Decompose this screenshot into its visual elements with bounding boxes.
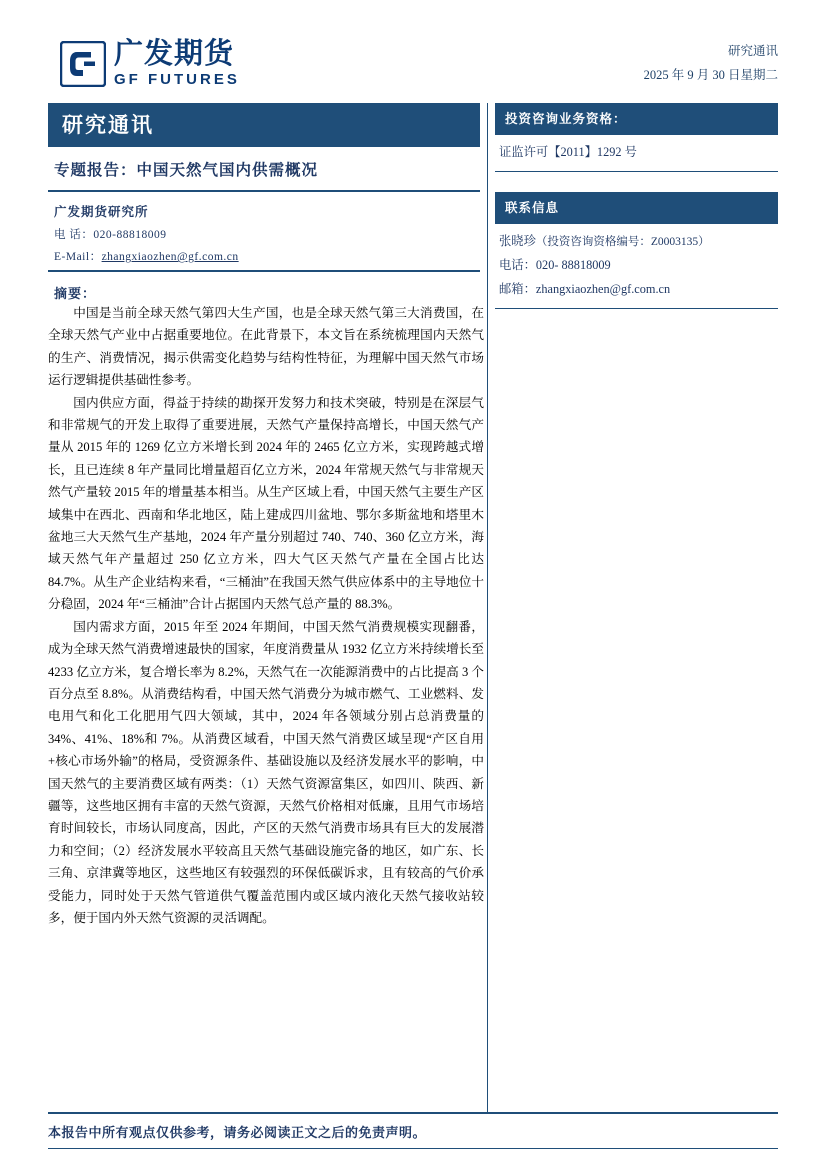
abstract-body xyxy=(48,302,484,929)
contact-body xyxy=(495,224,778,309)
institute-email-row xyxy=(48,248,480,264)
institute-divider xyxy=(48,270,480,272)
institute-block xyxy=(48,202,480,272)
abstract-paragraph: 国内需求方面，2015 年至 2024 年期间，中国天然气消费规模实现翻番，成为全球天然气消费增速最快的国家，年度消费量从 1932 亿立方米持续增长至 4233 亿立方米，复合增长率为 8.2%，天然气在一次能源消费中的占比提高 3 个百分点至 8.8%。从消费结构看，中国天然气消费分为城市燃气、工业燃料、发电用气和化工化肥用气四大领域，其中，2024 年各领域分别占总消费量的 34%、41%、18%和 7%。从消费区域看，中国天然气消费区域呈现“产区自用+核心市场外输”的格局，受资源条件、基础设施以及经济发展水平的影响，中国天然气的主要消费区域有两类：（1）天然气资源富集区，如四川、陕西、新疆等，这些地区拥有丰富的天然气资源，天然气价格相对低廉，且用气市场培育时间较长，市场认同度高，因此，产区的天然气消费市场具有巨大的发展潜力和空间；（2）经济发展水平较高且天然气基础设施完备的地区，如广东、长三角、京津冀等地区，这些地区有较强烈的环保低碳诉求，且有较高的气价承受能力，同时处于天然气管道供气覆盖范围内或区域内液化天然气接收站较多，便于国内外天然气资源的灵活调配。 xyxy=(48,619,484,925)
report-subtitle xyxy=(48,158,480,192)
qualification-number: 证监许可【2011】1292 号 xyxy=(499,145,637,159)
logo-cn-text: 广发期货 xyxy=(114,38,235,70)
institute-phone: 电 话：020-88818009 xyxy=(54,229,167,241)
contact-email-row xyxy=(499,278,774,302)
page-header xyxy=(48,36,778,92)
contact-header: 联系信息 xyxy=(495,192,778,224)
analyst-name: 张晓珍 xyxy=(499,233,536,248)
page-title xyxy=(48,103,480,147)
qualification-body xyxy=(495,135,778,172)
report-subtitle-text: 专题报告：中国天然气国内供需概况 xyxy=(54,162,319,179)
sidebar xyxy=(495,103,778,309)
header-meta xyxy=(644,40,778,88)
footer-divider-top xyxy=(48,1112,778,1114)
abstract-paragraph: 国内供应方面，得益于持续的勘探开发努力和技术突破，特别是在深层气和非常规气的开发上取得了重要进展，天然气产量保持高增长，中国天然气产量从 2015 年的 1269 亿立方米增长到 2024 年的 2465 亿立方米，实现跨越式增长，且已连续 8 年产量同比增量超百亿立方米，2024 年常规天然气与非常规天然气产量较 2015 年的增量基本相当。从生产区域上看，中国天然气主要生产区域集中在西北、西南和华北地区，陆上建成四川盆地、鄂尔多斯盆地和塔里木盆地三大天然气生产基地，2024 年产量分别超过 740、740、360 亿立方米，海域天然气年产量超过 250 亿立方米，四大气区天然气产量在全国占比达 84.7%。从生产企业结构来看，“三桶油”在我国天然气供应体系中的主导地位十分稳固，2024 年“三桶油”合计占据国内天然气总产量的 88.3%。 xyxy=(48,395,484,612)
abstract-paragraph: 中国是当前全球天然气第四大生产国，也是全球天然气第三大消费国，在全球天然气产业中占据重要地位。在此背景下，本文旨在系统梳理国内天然气的生产、消费情况，揭示供需变化趋势与结构性特征，为理解中国天然气市场运行逻辑提供基础性参考。 xyxy=(48,306,484,388)
header-doc-type: 研究通讯 xyxy=(727,44,778,58)
footer-divider-bottom xyxy=(48,1148,778,1149)
abstract-label: 摘要： xyxy=(54,286,97,301)
institute-email-link[interactable]: zhangxiaozhen@gf.com.cn xyxy=(101,251,239,263)
company-logo xyxy=(60,40,240,87)
header-date: 2025 年 9 月 30 日星期二 xyxy=(643,67,778,82)
logo-en-text: GF FUTURES xyxy=(114,71,240,88)
column-divider xyxy=(487,103,488,1112)
contact-phone: 电话：020- 88818009 xyxy=(499,257,611,272)
analyst-row xyxy=(499,230,774,254)
gf-logo-icon xyxy=(60,41,106,87)
institute-name: 广发期货研究所 xyxy=(54,205,149,219)
analyst-cert: （投资咨询资格编号：Z0003135） xyxy=(535,235,710,248)
institute-email-label: E-Mail： xyxy=(54,251,102,263)
qualification-header: 投资咨询业务资格： xyxy=(495,103,778,135)
logo-wordmark xyxy=(114,40,240,87)
page-title-text: 研究通讯 xyxy=(62,113,154,137)
contact-email[interactable]: zhangxiaozhen@gf.com.cn xyxy=(535,281,671,296)
footer-disclaimer: 本报告中所有观点仅供参考，请务必阅读正文之后的免责声明。 xyxy=(48,1125,427,1140)
sidebar-spacer xyxy=(495,172,778,192)
contact-email-label: 邮箱： xyxy=(499,281,536,296)
